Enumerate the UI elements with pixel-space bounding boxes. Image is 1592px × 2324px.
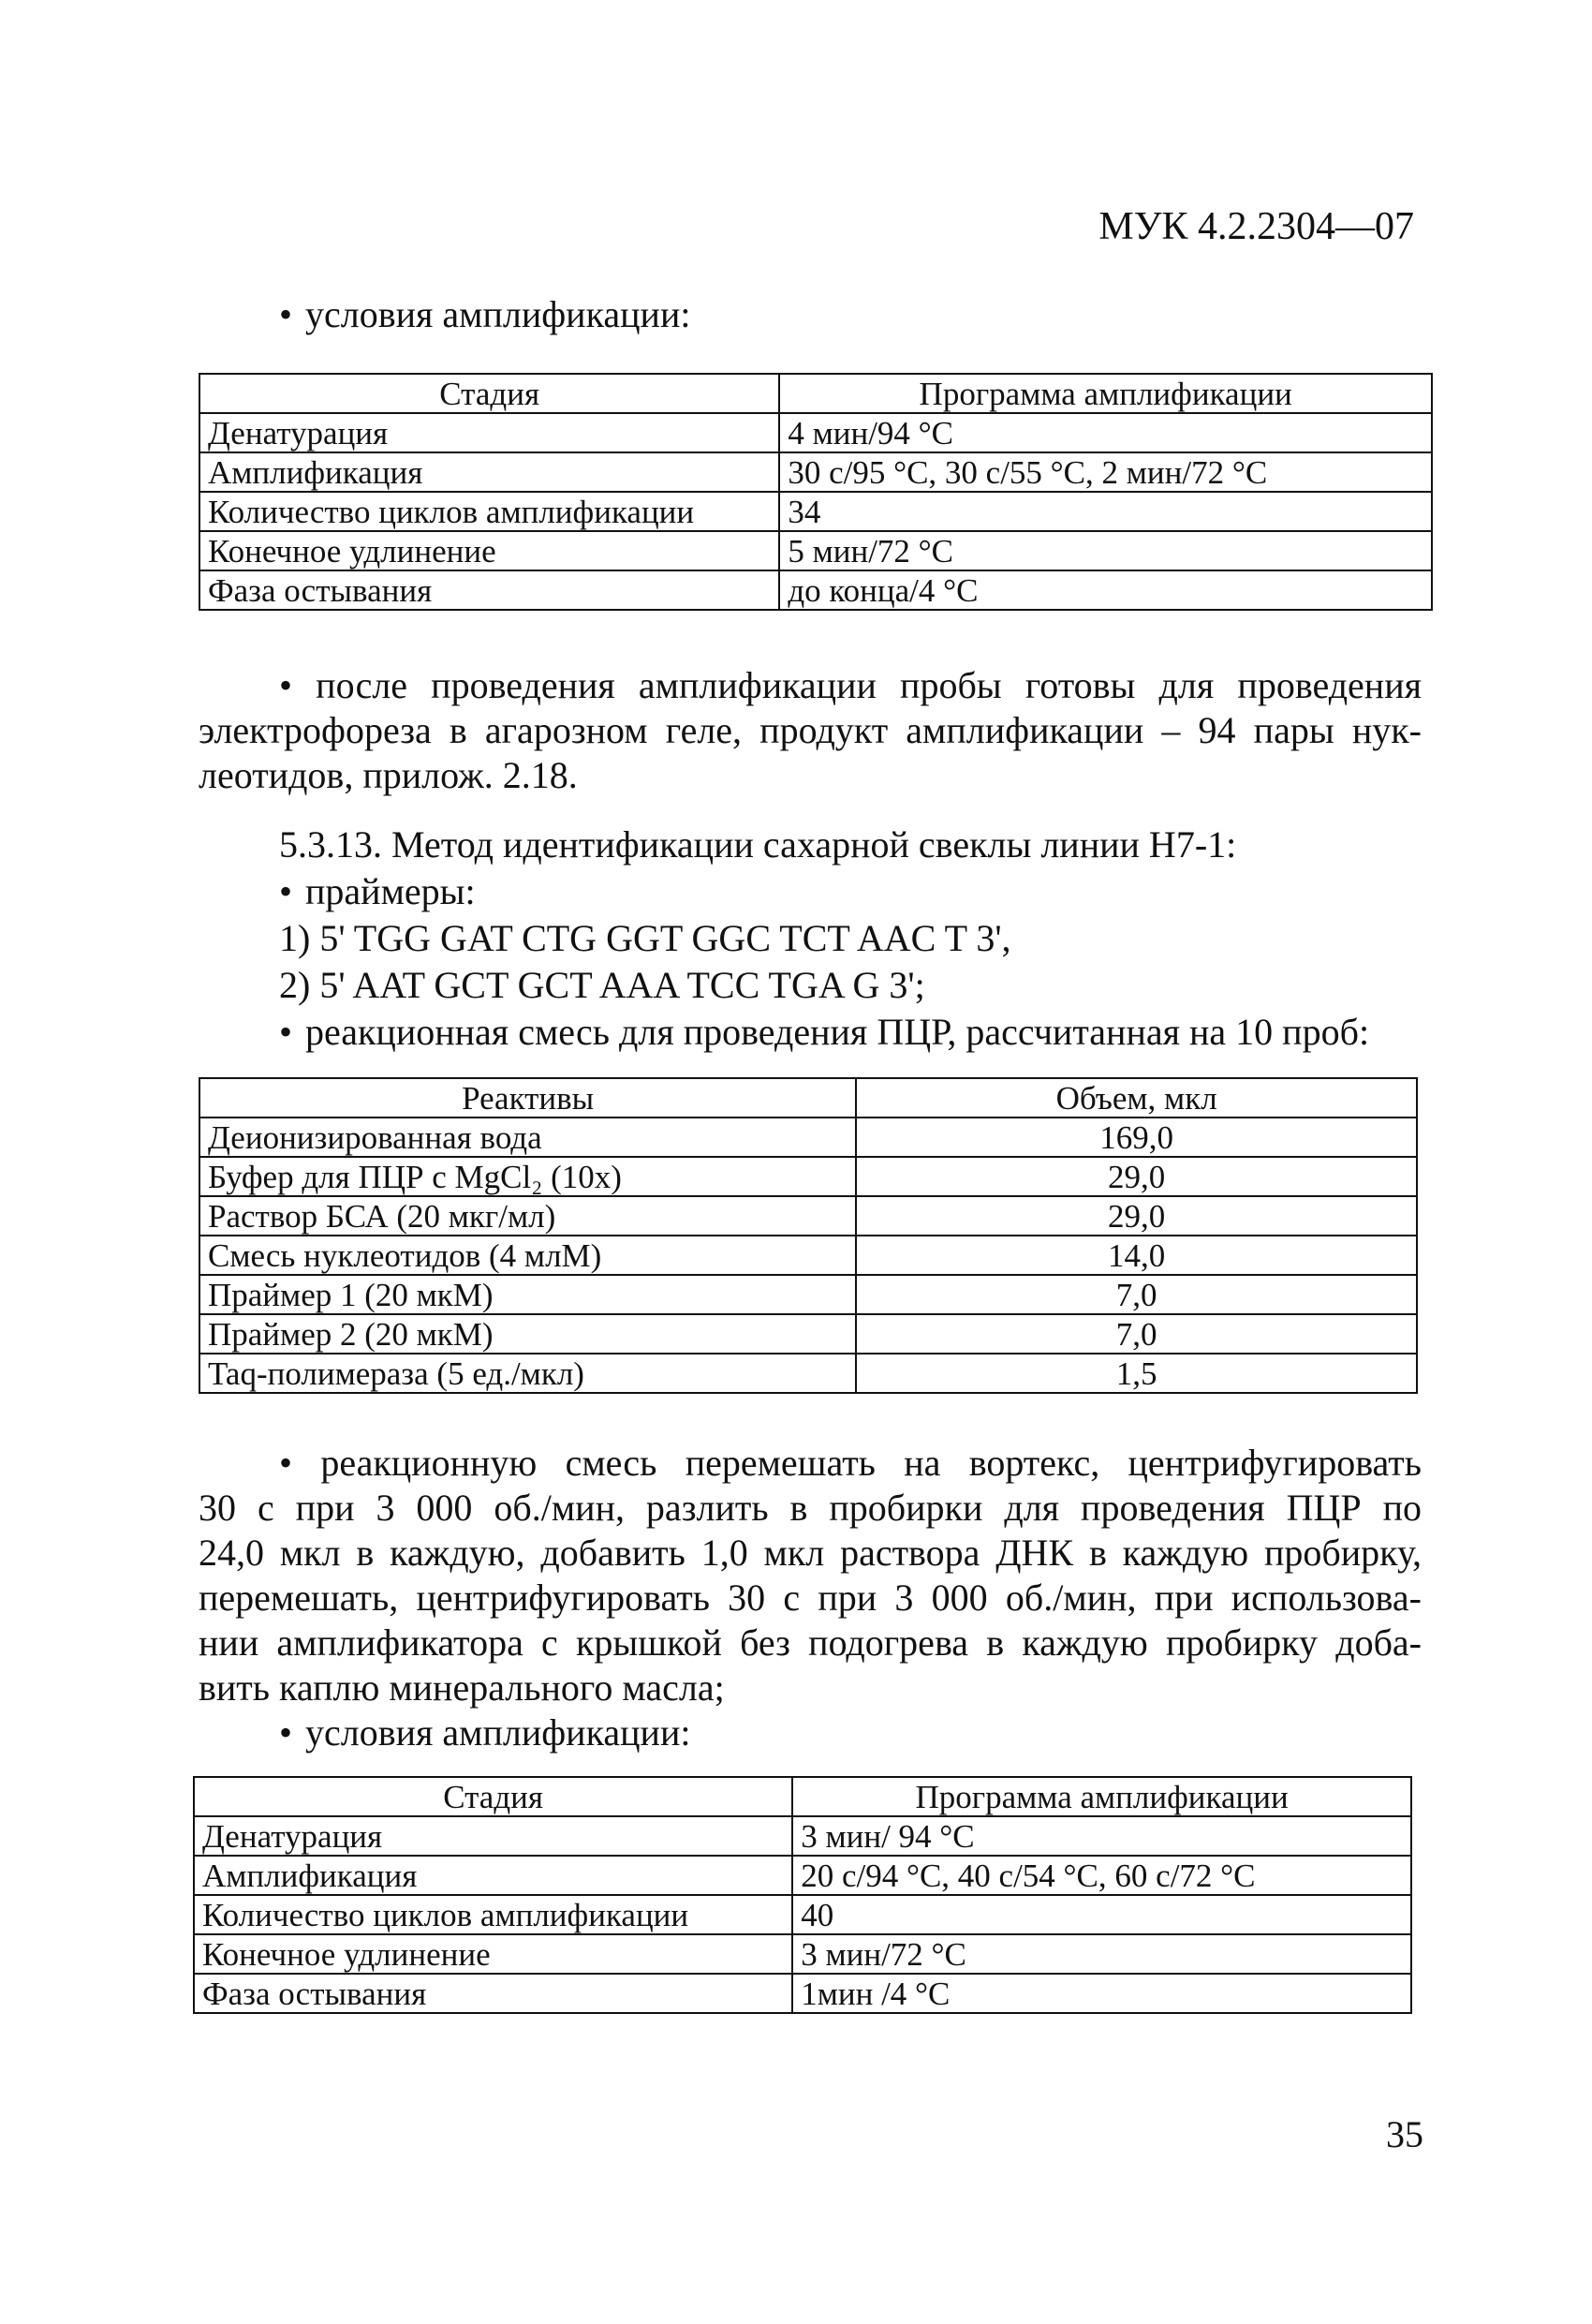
program-cell: 30 с/95 °С, 30 с/55 °С, 2 мин/72 °С bbox=[779, 452, 1432, 492]
paragraph-line: • после проведения амплификации пробы готовы для проведения bbox=[279, 664, 1422, 706]
stage-cell: Денатурация bbox=[199, 413, 779, 452]
stage-cell: Конечное удлинение bbox=[199, 531, 779, 570]
paragraph-line: электрофореза в агарозном геле, продукт амплификации – 94 пары нук- bbox=[199, 709, 1422, 751]
table-row bbox=[194, 1895, 1411, 1934]
bullet-icon: • bbox=[279, 1711, 293, 1754]
reagent-cell: Раствор БСА (20 мкг/мл) bbox=[199, 1196, 856, 1236]
paragraph-line: • реакционную смесь перемешать на вортекс, центрифугировать bbox=[279, 1442, 1422, 1484]
table-header-row bbox=[194, 1777, 1411, 1816]
volume-cell: 7,0 bbox=[856, 1314, 1417, 1354]
bullet-text: праймеры: bbox=[305, 870, 476, 912]
column-header: Программа амплификации bbox=[779, 374, 1432, 413]
stage-cell: Денатурация bbox=[194, 1816, 792, 1856]
stage-cell: Фаза остывания bbox=[194, 1974, 792, 2013]
table-row bbox=[199, 1354, 1417, 1393]
bullet-icon: • bbox=[279, 1442, 293, 1484]
paragraph-line: 30 с при 3 000 об./мин, разлить в пробирки для проведения ПЦР по bbox=[199, 1487, 1422, 1529]
table-row bbox=[199, 570, 1432, 610]
bullet-icon: • bbox=[279, 1011, 293, 1053]
primer-1: 1) 5' TGG GAT CTG GGT GGC TCT AAC T 3', bbox=[279, 917, 1011, 959]
volume-cell: 29,0 bbox=[856, 1196, 1417, 1236]
volume-cell: 7,0 bbox=[856, 1275, 1417, 1314]
volume-cell: 1,5 bbox=[856, 1354, 1417, 1393]
program-cell: 34 bbox=[779, 492, 1432, 531]
bullet-text: реакционная смесь для проведения ПЦР, рассчитанная на 10 проб: bbox=[305, 1011, 1370, 1053]
volume-cell: 169,0 bbox=[856, 1118, 1417, 1157]
reagent-cell: Смесь нуклеотидов (4 млМ) bbox=[199, 1236, 856, 1275]
table-row bbox=[199, 492, 1432, 531]
table-row bbox=[199, 1196, 1417, 1236]
program-cell: 3 мин/72 °С bbox=[792, 1934, 1411, 1974]
program-cell: 40 bbox=[792, 1895, 1411, 1934]
stage-cell: Амплификация bbox=[194, 1856, 792, 1895]
reagent-cell: Праймер 1 (20 мкМ) bbox=[199, 1275, 856, 1314]
amplification-table-2 bbox=[193, 1776, 1412, 2014]
reagents-table bbox=[199, 1077, 1418, 1394]
column-header: Стадия bbox=[199, 374, 779, 413]
table-row bbox=[199, 413, 1432, 452]
bullet-primers bbox=[279, 869, 476, 913]
program-cell: 20 с/94 °С, 40 с/54 °С, 60 с/72 °С bbox=[792, 1856, 1411, 1895]
table-row bbox=[199, 531, 1432, 570]
table-row bbox=[194, 1816, 1411, 1856]
column-header: Стадия bbox=[194, 1777, 792, 1816]
table-row bbox=[194, 1934, 1411, 1974]
amplification-table-1 bbox=[199, 373, 1433, 611]
table-row bbox=[199, 1314, 1417, 1354]
table-row bbox=[199, 452, 1432, 492]
table-row bbox=[199, 1275, 1417, 1314]
bullet-reaction-mix bbox=[279, 1010, 1369, 1054]
document-id: МУК 4.2.2304—07 bbox=[1098, 205, 1414, 248]
paragraph-line: леотидов, прилож. 2.18. bbox=[199, 754, 578, 796]
program-cell: до конца/4 °С bbox=[779, 570, 1432, 610]
bullet-text: условия амплификации: bbox=[305, 293, 691, 335]
page-number: 35 bbox=[1386, 2113, 1423, 2155]
reagent-cell: Деионизированная вода bbox=[199, 1118, 856, 1157]
table-row bbox=[194, 1856, 1411, 1895]
column-header: Объем, мкл bbox=[856, 1078, 1417, 1118]
program-cell: 4 мин/94 °С bbox=[779, 413, 1432, 452]
volume-cell: 14,0 bbox=[856, 1236, 1417, 1275]
bullet-icon: • bbox=[279, 664, 293, 706]
paragraph-line: вить каплю минерального масла; bbox=[199, 1666, 725, 1709]
post-amplification-paragraph bbox=[199, 663, 1422, 798]
program-cell: 1мин /4 °С bbox=[792, 1974, 1411, 2013]
table-row bbox=[199, 1118, 1417, 1157]
bullet-icon: • bbox=[279, 293, 293, 335]
bullet-amplification-conditions-1 bbox=[279, 292, 690, 336]
table-row bbox=[199, 1157, 1417, 1196]
paragraph-line: перемешать, центрифугировать 30 с при 3 000 об./мин, при использова- bbox=[199, 1576, 1422, 1619]
reagent-cell: Праймер 2 (20 мкМ) bbox=[199, 1314, 856, 1354]
table-header-row bbox=[199, 1078, 1417, 1118]
table-header-row bbox=[199, 374, 1432, 413]
table-row bbox=[199, 1236, 1417, 1275]
bullet-amplification-conditions-2 bbox=[279, 1710, 690, 1754]
stage-cell: Количество циклов амплификации bbox=[199, 492, 779, 531]
paragraph-line: 24,0 мкл в каждую, добавить 1,0 мкл раствора ДНК в каждую пробирку, bbox=[199, 1532, 1422, 1574]
program-cell: 3 мин/ 94 °С bbox=[792, 1816, 1411, 1856]
reagent-cell: Taq-полимераза (5 ед./мкл) bbox=[199, 1354, 856, 1393]
paragraph-line: нии амплификатора с крышкой без подогрева в каждую пробирку доба- bbox=[199, 1621, 1422, 1664]
table-row bbox=[194, 1974, 1411, 2013]
mixing-paragraph bbox=[199, 1441, 1422, 1710]
program-cell: 5 мин/72 °С bbox=[779, 531, 1432, 570]
column-header: Программа амплификации bbox=[792, 1777, 1411, 1816]
bullet-icon: • bbox=[279, 870, 293, 912]
reagent-cell: Буфер для ПЦР с MgCl₂ (10х) bbox=[199, 1157, 856, 1196]
section-heading: 5.3.13. Метод идентификации сахарной свеклы линии Н7-1: bbox=[279, 823, 1237, 866]
volume-cell: 29,0 bbox=[856, 1157, 1417, 1196]
stage-cell: Фаза остывания bbox=[199, 570, 779, 610]
stage-cell: Количество циклов амплификации bbox=[194, 1895, 792, 1934]
stage-cell: Амплификация bbox=[199, 452, 779, 492]
column-header: Реактивы bbox=[199, 1078, 856, 1118]
primer-2: 2) 5' AAT GCT GCT AAA TCC TGA G 3'; bbox=[279, 964, 925, 1006]
stage-cell: Конечное удлинение bbox=[194, 1934, 792, 1974]
bullet-text: условия амплификации: bbox=[305, 1711, 691, 1754]
